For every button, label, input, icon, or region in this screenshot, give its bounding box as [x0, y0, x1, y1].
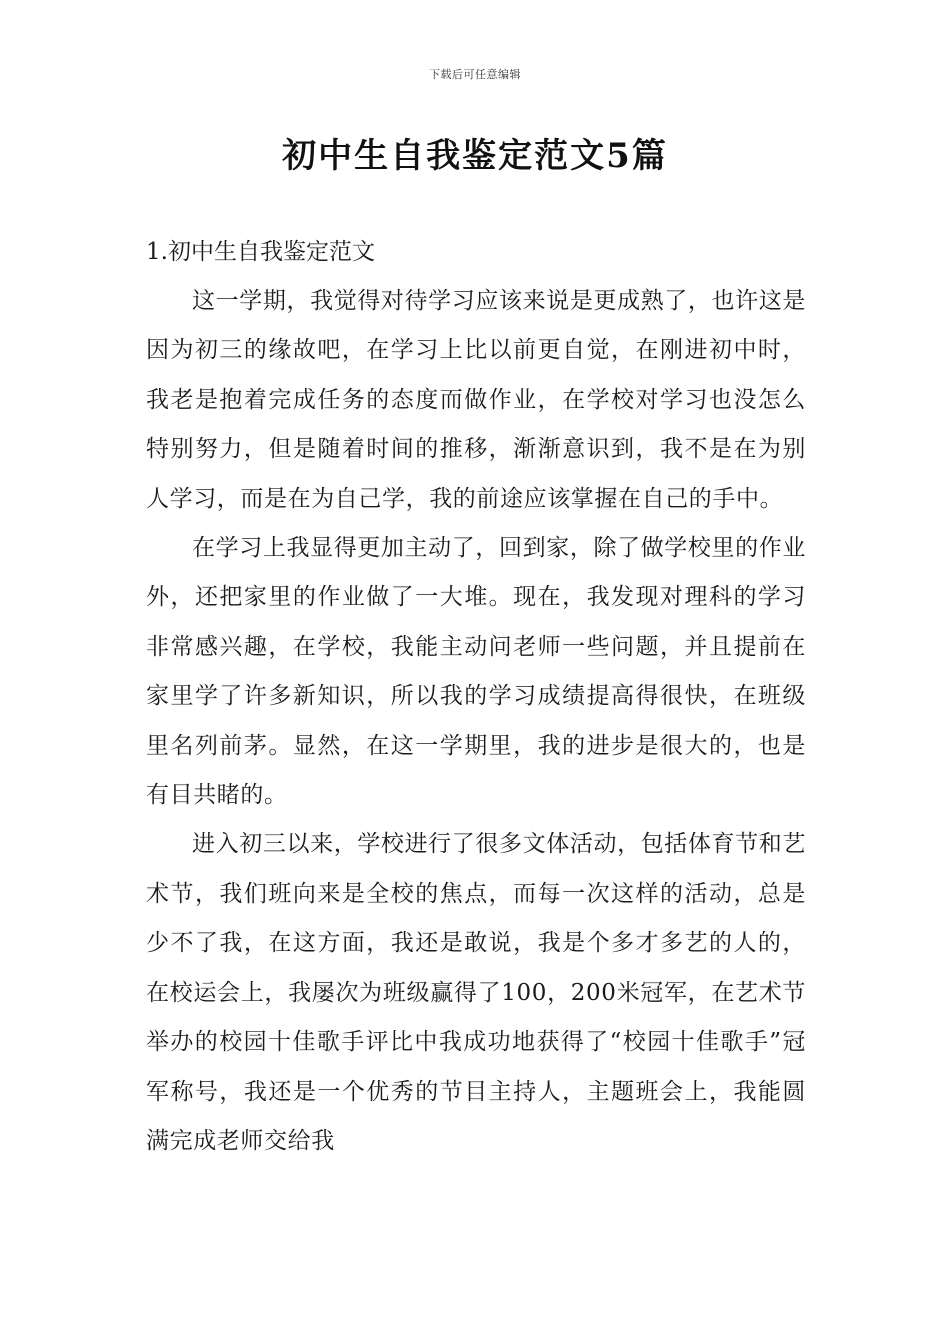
section-heading: 1.初中生自我鉴定范文 — [146, 239, 375, 265]
header-note: 下载后可任意编辑 — [429, 68, 521, 81]
paragraph-1: 这一学期，我觉得对待学习应该来说是更成熟了，也许这是因为初三的缘故吧，在学习上比以前更自觉，在刚进初中时，我老是抱着完成任务的态度而做作业，在学校对学习也没怎么特别努力，但是随着时间的推移，渐渐意识到，我不是在为别人学习，而是在为自己学，我的前途应该掌握在自己的手中。 — [146, 288, 806, 512]
paragraph-2: 在学习上我显得更加主动了，回到家，除了做学校里的作业外，还把家里的作业做了一大堆。现在，我发现对理科的学习非常感兴趣，在学校，我能主动问老师一些问题，并且提前在家里学了许多新知识，所以我的学习成绩提高得很快，在班级里名列前茅。显然，在这一学期里，我的进步是很大的，也是有目共睹的。 — [146, 535, 806, 809]
document-title: 初中生自我鉴定范文5篇 — [282, 136, 668, 176]
document-body — [146, 228, 806, 1166]
paragraph-3: 进入初三以来，学校进行了很多文体活动，包括体育节和艺术节，我们班向来是全校的焦点，而每一次这样的活动，总是少不了我，在这方面，我还是敢说，我是个多才多艺的人的，在校运会上，我屡次为班级赢得了100，200米冠军，在艺术节举办的校园十佳歌手评比中我成功地获得了“校园十佳歌手”冠军称号，我还是一个优秀的节目主持人，主题班会上，我能圆满完成老师交给我 — [146, 831, 806, 1154]
